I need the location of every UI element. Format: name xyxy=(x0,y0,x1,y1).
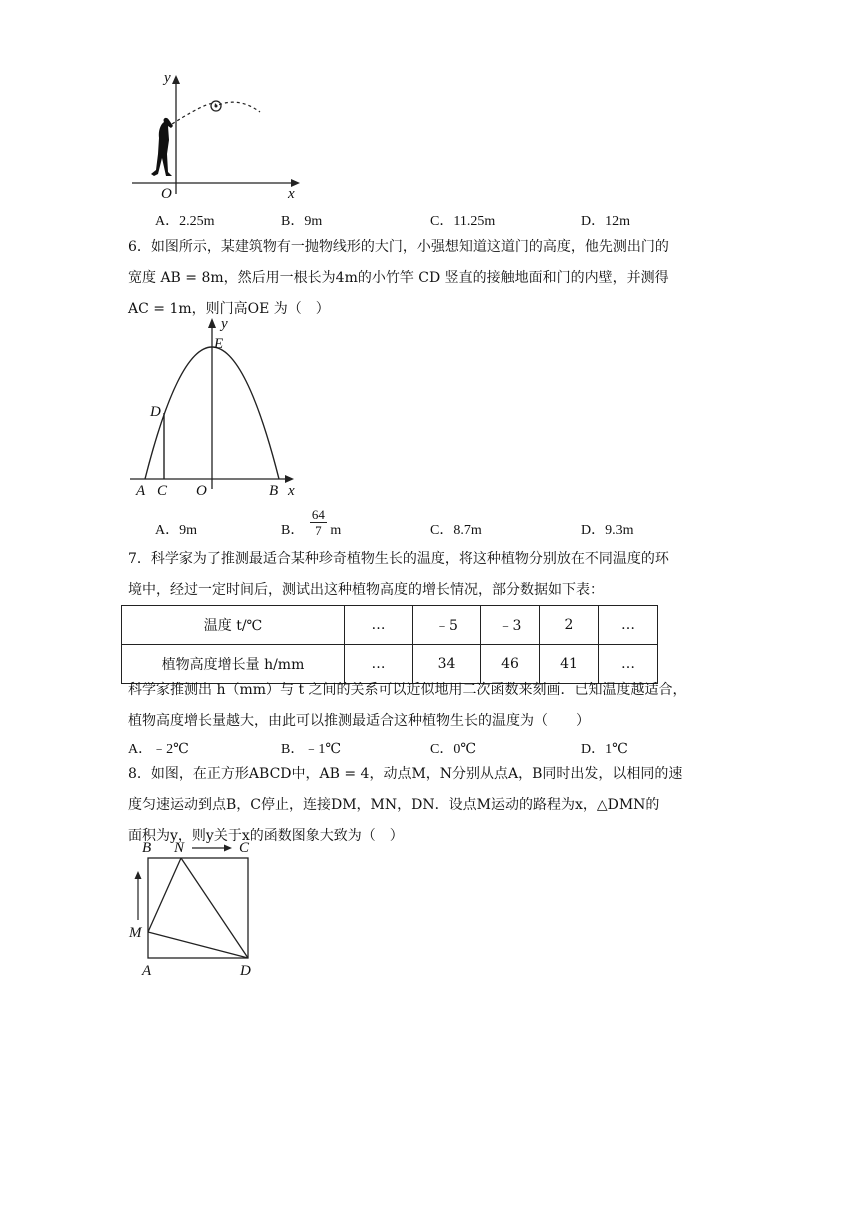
q5-y-label: y xyxy=(164,70,171,86)
q6-option-c: C．8.7m xyxy=(430,523,482,538)
q8-line-1: 8．如图，在正方形ABCD中，AB = 4，动点M，N分别从点A，B同时出发，以相同的速 xyxy=(128,766,683,782)
q6-option-b-fraction xyxy=(310,508,327,539)
q6-label-e: E xyxy=(214,336,224,352)
q6-option-b-prefix: B． xyxy=(281,523,305,538)
q6-x-arrow-icon xyxy=(285,475,294,483)
q7-cell: 34 xyxy=(413,645,481,684)
q7-cell: … xyxy=(345,645,413,684)
q6-option-b-denominator: 7 xyxy=(315,523,322,538)
q5-option-d: D．12m xyxy=(581,214,630,229)
table-row xyxy=(122,606,658,645)
q7-cell: … xyxy=(599,606,658,645)
q6-y-arrow-icon xyxy=(208,318,216,328)
q7-option-a: A．﹣2℃ xyxy=(128,742,189,757)
q8-line-2: 度匀速运动到点B，C停止，连接DM，MN，DN．设点M运动的路程为x，△DMN的 xyxy=(128,797,660,813)
q5-x-label: x xyxy=(288,186,295,201)
q6-label-d: D xyxy=(150,404,161,420)
q7-data-table xyxy=(121,605,658,684)
q6-label-x: x xyxy=(288,483,295,499)
q8-label-b: B xyxy=(142,840,152,856)
q5-option-c: C．11.25m xyxy=(430,214,496,229)
q7-line-2: 境中，经过一定时间后，测试出这种植物高度的增长情况，部分数据如下表： xyxy=(128,582,604,598)
q7-cell: 46 xyxy=(481,645,540,684)
q7-cell: … xyxy=(345,606,413,645)
q7-line-1: 7．科学家为了推测最适合某种珍奇植物生长的温度，将这种植物分别放在不同温度的环 xyxy=(128,551,669,567)
q6-option-a: A．9m xyxy=(155,523,197,538)
q7-cell: ﹣3 xyxy=(481,606,540,645)
q6-line-1: 6．如图所示，某建筑物有一抛物线形的大门，小强想知道这道门的高度，他先测出门的 xyxy=(128,239,669,255)
q7-cell: 2 xyxy=(540,606,599,645)
q6-figure xyxy=(128,312,318,502)
q8-label-m: M xyxy=(129,925,142,941)
q5-option-b: B．9m xyxy=(281,214,323,229)
q7-after-1: 科学家推测出 h（mm）与 t 之间的关系可以近似地用二次函数来刻画．已知温度越适合， xyxy=(128,682,687,698)
q8-label-d: D xyxy=(240,963,251,979)
q8-arrow-up-icon xyxy=(135,871,142,879)
q7-after-2: 植物高度增长量越大，由此可以推测最适合这种植物生长的温度为（ ） xyxy=(128,713,590,729)
q6-line-3: AC = 1m，则门高OE 为（ ） xyxy=(128,301,330,317)
q8-label-n: N xyxy=(174,840,185,856)
q8-line-3: 面积为y，则y关于x的函数图象大致为（ ） xyxy=(128,828,404,844)
q5-y-arrow-icon xyxy=(172,75,180,84)
q7-option-b: B．﹣1℃ xyxy=(281,742,341,757)
q8-label-a: A xyxy=(142,963,152,979)
q8-segment-mn xyxy=(148,858,181,932)
q7-cell-header-temp: 温度 t/℃ xyxy=(122,606,345,645)
q7-cell-header-growth: 植物高度增长量 h/mm xyxy=(122,645,345,684)
q5-figure xyxy=(128,66,308,201)
q7-cell: … xyxy=(599,645,658,684)
q6-label-o: O xyxy=(196,483,207,499)
q6-option-b-unit: m xyxy=(330,523,342,538)
q8-figure xyxy=(126,836,266,981)
q6-label-c: C xyxy=(157,483,168,499)
q6-option-b xyxy=(281,508,341,539)
q6-option-d: D．9.3m xyxy=(581,523,634,538)
q6-line-2: 宽度 AB = 8m，然后用一根长为4m的小竹竿 CD 竖直的接触地面和门的内壁，并测得 xyxy=(128,270,669,286)
q8-square xyxy=(148,858,248,958)
q7-cell: 41 xyxy=(540,645,599,684)
q6-label-y: y xyxy=(221,316,228,332)
q5-person-icon xyxy=(151,118,173,176)
q5-option-a: A．2.25m xyxy=(155,214,215,229)
q6-label-a: A xyxy=(136,483,146,499)
q8-arrow-right-icon xyxy=(224,845,232,852)
q7-option-d: D．1℃ xyxy=(581,742,628,757)
q7-question xyxy=(128,544,748,606)
q5-origin-label: O xyxy=(161,186,172,201)
q8-label-c: C xyxy=(239,840,250,856)
q7-cell: ﹣5 xyxy=(413,606,481,645)
q7-followup xyxy=(128,675,748,737)
q6-option-b-numerator: 64 xyxy=(311,507,325,522)
q6-label-b: B xyxy=(269,483,279,499)
q7-option-c: C．0℃ xyxy=(430,742,476,757)
